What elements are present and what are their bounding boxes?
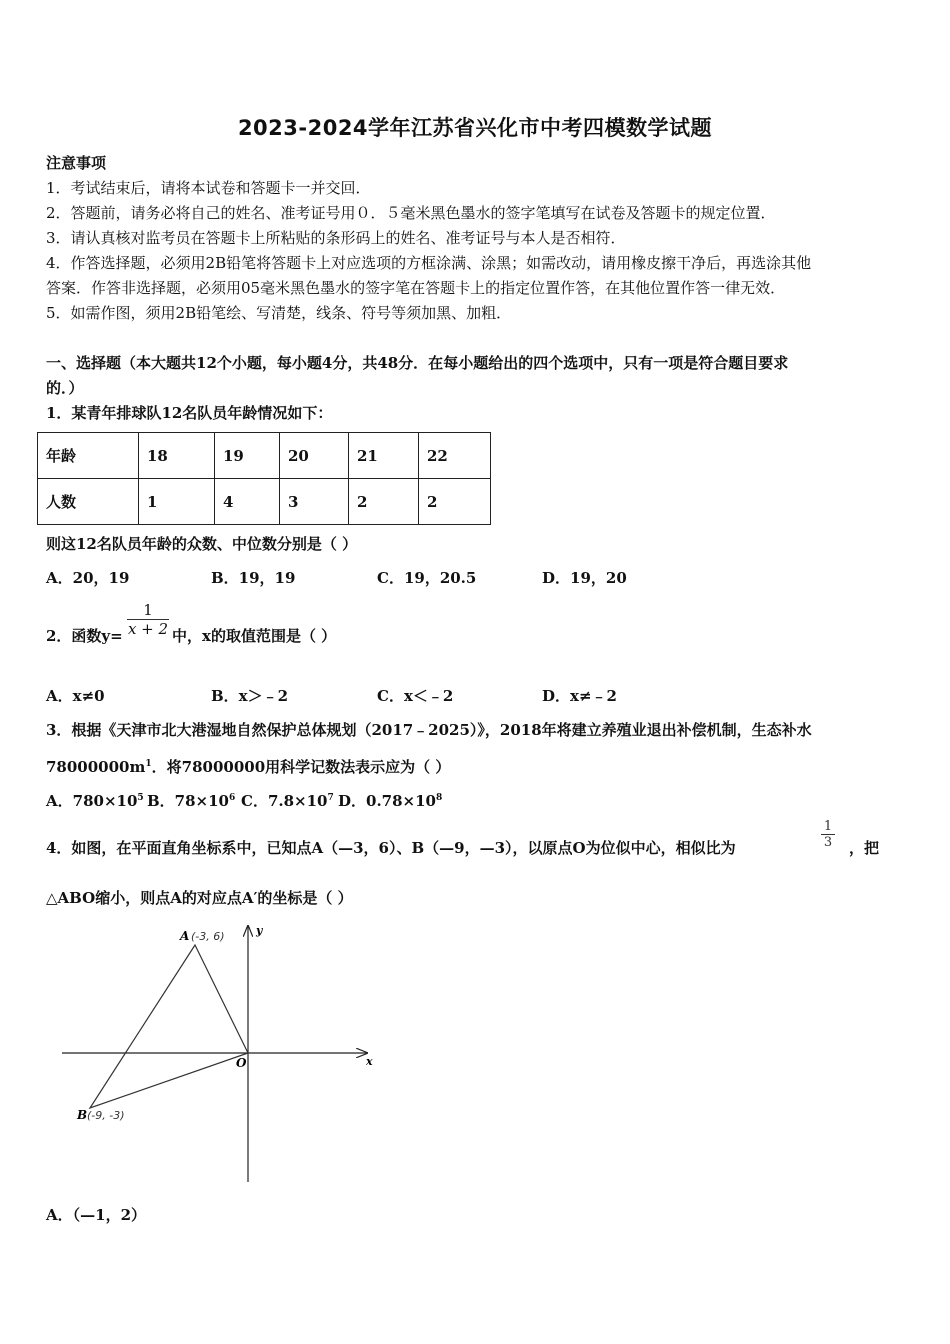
q4-line1-end: ，把 <box>849 839 880 857</box>
q1-option-d: D．19，20 <box>542 569 627 587</box>
table-row <box>38 479 491 525</box>
q2-denominator: x + 2 <box>127 620 169 638</box>
q4-ratio-num: 1 <box>823 819 833 834</box>
notice-item-3: 3．请认真核对监考员在答题卡上所粘贴的条形码上的姓名、准考证号与本人是否相符． <box>46 229 626 247</box>
table-cell: 22 <box>419 433 491 479</box>
q3-sup: 1 <box>145 759 152 769</box>
q3-value: 78000000m <box>46 758 146 776</box>
q3-option-c-label: C．7.8×10 <box>241 792 328 810</box>
notice-item-5: 5．如需作图，须用2B铅笔绘、写清楚，线条、符号等须加黑、加粗． <box>46 304 512 322</box>
q3-option-b-exp: 6 <box>229 793 236 803</box>
section-heading-cont: 的．） <box>46 379 84 397</box>
label-a: A <box>180 929 190 943</box>
q3-option-c-exp: 7 <box>327 793 334 803</box>
q2-option-d: D．x≠﹣2 <box>542 687 617 705</box>
q3-option-c <box>241 790 334 811</box>
coord-a: (-3, 6) <box>191 930 225 943</box>
page-title: 2023-2024学年江苏省兴化市中考四模数学试题 <box>237 116 713 140</box>
q3-line2 <box>46 756 450 777</box>
q3-option-d-label: D．0.78×10 <box>338 792 436 810</box>
table-cell: 21 <box>349 433 419 479</box>
label-y: y <box>256 924 263 937</box>
q2-option-b: B．x＞﹣2 <box>211 687 289 705</box>
q3-option-a-label: A．780×10 <box>46 792 138 810</box>
q2-numerator: 1 <box>143 601 153 619</box>
q3-option-b <box>147 790 235 811</box>
q1-question: 则这12名队员年龄的众数、中位数分别是（ ） <box>46 535 358 553</box>
q4-ratio-den: 3 <box>821 834 835 850</box>
q4-ratio <box>821 819 835 850</box>
table-cell: 2 <box>419 479 491 525</box>
label-o: O <box>236 1056 247 1070</box>
q3-option-b-label: B．78×10 <box>147 792 229 810</box>
coord-b: (-9, -3) <box>87 1109 125 1122</box>
q2-fraction <box>127 601 169 638</box>
q3-option-d <box>338 790 442 811</box>
q3-line1: 3．根据《天津市北大港湿地自然保护总体规划（2017﹣2025）》，2018年将建立养殖业退出补偿机制，生态补水 <box>46 721 812 739</box>
notice-heading: 注意事项 <box>46 154 107 172</box>
table-cell: 4 <box>215 479 280 525</box>
q3-option-d-exp: 8 <box>435 793 443 803</box>
table-cell: 1 <box>139 479 215 525</box>
table-row <box>38 433 491 479</box>
q1-option-a: A．20，19 <box>46 569 130 587</box>
q4-line2: △ABO缩小，则点A的对应点A′的坐标是（ ） <box>46 889 353 907</box>
q2-option-a: A．x≠0 <box>46 687 105 705</box>
table-cell: 年龄 <box>38 433 139 479</box>
q1-stem: 1．某青年排球队12名队员年龄情况如下： <box>46 404 333 422</box>
coordinate-figure <box>55 920 385 1190</box>
q1-option-c: C．19，20.5 <box>377 569 477 587</box>
notice-item-4: 4．作答选择题，必须用2B铅笔将答题卡上对应选项的方框涂满、涂黑；如需改动，请用橡皮擦干净后，再选涂其他 <box>46 254 812 272</box>
table-cell: 18 <box>139 433 215 479</box>
table-cell: 2 <box>349 479 419 525</box>
table-cell: 3 <box>280 479 349 525</box>
section-heading: 一、选择题（本大题共12个小题，每小题4分，共48分．在每小题给出的四个选项中，只有一项是符合题目要求 <box>46 354 789 372</box>
q4-line1: 4．如图，在平面直角坐标系中，已知点A（—3，6）、B（—9，—3），以原点O为位似中心，相似比为 <box>46 839 736 857</box>
table-cell: 19 <box>215 433 280 479</box>
notice-item-4-cont: 答案．作答非选择题，必须用05毫米黑色墨水的签字笔在答题卡上的指定位置作答，在其他位置作答一律无效． <box>46 279 786 297</box>
table-cell: 20 <box>280 433 349 479</box>
q3-rest: ．将78000000用科学记数法表示应为（ ） <box>151 758 451 776</box>
q1-option-b: B．19，19 <box>211 569 296 587</box>
notice-item-2: 2．答题前，请务必将自己的姓名、准考证号用０．５毫米黑色墨水的签字笔填写在试卷及答题卡的规定位置． <box>46 204 776 222</box>
q3-option-a <box>46 790 144 811</box>
q2-prefix: 2．函数y= <box>46 627 123 645</box>
q2-option-c: C．x＜﹣2 <box>377 687 454 705</box>
q3-option-a-exp: 5 <box>137 793 144 803</box>
q2-suffix: 中，x的取值范围是（ ） <box>172 627 337 645</box>
q4-option-a: A．（—1，2） <box>46 1206 147 1224</box>
label-x: x <box>366 1055 373 1068</box>
label-b: B <box>77 1108 88 1122</box>
triangle-abo <box>90 945 248 1108</box>
table-cell: 人数 <box>38 479 139 525</box>
age-table <box>37 432 491 525</box>
notice-item-1: 1．考试结束后，请将本试卷和答题卡一并交回． <box>46 179 371 197</box>
